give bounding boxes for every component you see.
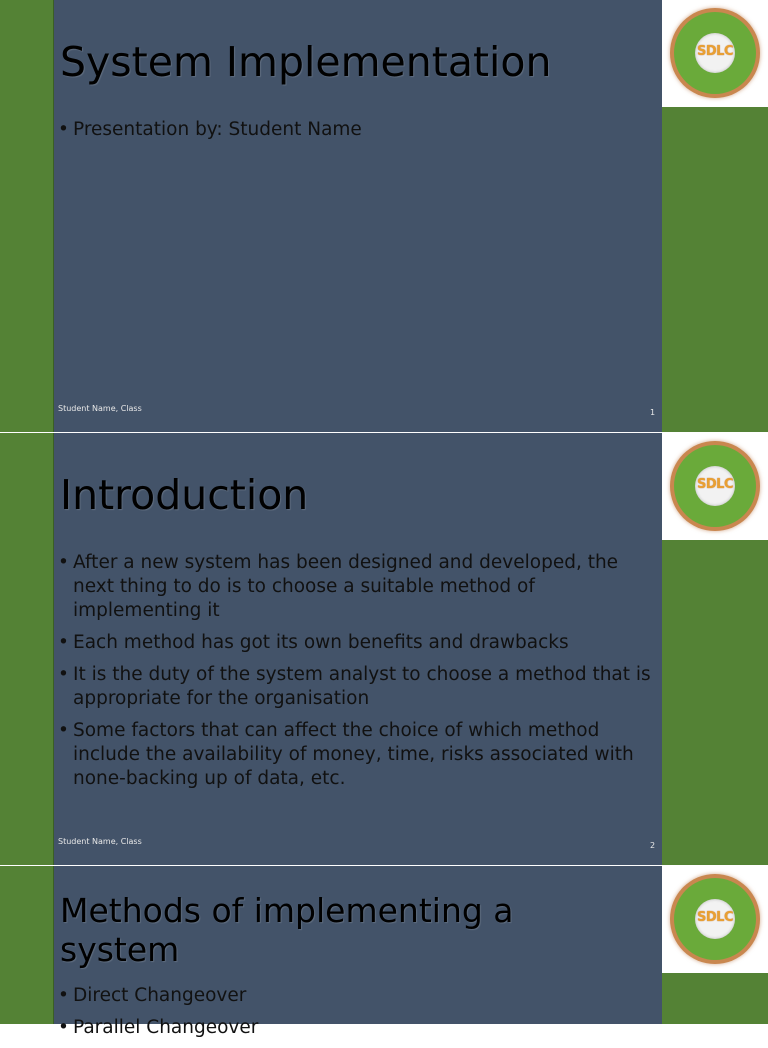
slide-1 [0, 0, 768, 432]
sdlc-logo [662, 866, 768, 973]
logo-center [695, 33, 735, 73]
bullet-item: • After a new system has been designed and developed, the next thing to do is to choose a suitable method of implementing it [58, 551, 658, 623]
left-accent-bar [0, 866, 54, 1024]
logo-text: SDLC [697, 910, 733, 925]
logo-green-ring [674, 445, 756, 527]
logo-green-ring [674, 12, 756, 94]
bullet-list [58, 984, 658, 1048]
slide-title: System Implementation [60, 38, 552, 86]
bullet-item: • Some factors that can affect the choice of which method include the availability of money, time, risks associated with none-backing up of data, etc. [58, 719, 658, 791]
logo-outer-ring [670, 874, 760, 964]
slide-number: 1 [650, 408, 656, 417]
bullet-item: • Presentation by: Student Name [58, 118, 658, 142]
sdlc-logo [662, 0, 768, 107]
slide-title: Introduction [60, 471, 309, 519]
logo-center [695, 899, 735, 939]
left-accent-bar [0, 433, 54, 865]
slide-title: Methods of implementing a system [60, 891, 514, 969]
sdlc-logo [662, 433, 768, 540]
logo-outer-ring [670, 441, 760, 531]
logo-outer-ring [670, 8, 760, 98]
logo-center [695, 466, 735, 506]
logo-text: SDLC [697, 477, 733, 492]
slide-number: 2 [650, 841, 656, 850]
bullet-list [58, 551, 658, 799]
logo-text: SDLC [697, 44, 733, 59]
logo-green-ring [674, 878, 756, 960]
bullet-item: • Direct Changeover [58, 984, 658, 1008]
slide-footer: Student Name, Class [58, 837, 142, 846]
bullet-list [58, 118, 658, 150]
slide-3 [0, 866, 768, 1038]
left-accent-bar [0, 0, 54, 432]
slide-2 [0, 433, 768, 865]
bullet-item: • Parallel Changeover [58, 1016, 658, 1040]
bullet-item: • It is the duty of the system analyst to choose a method that is appropriate for the organisation [58, 663, 658, 711]
bullet-item: • Each method has got its own benefits and drawbacks [58, 631, 658, 655]
slide-footer: Student Name, Class [58, 404, 142, 413]
